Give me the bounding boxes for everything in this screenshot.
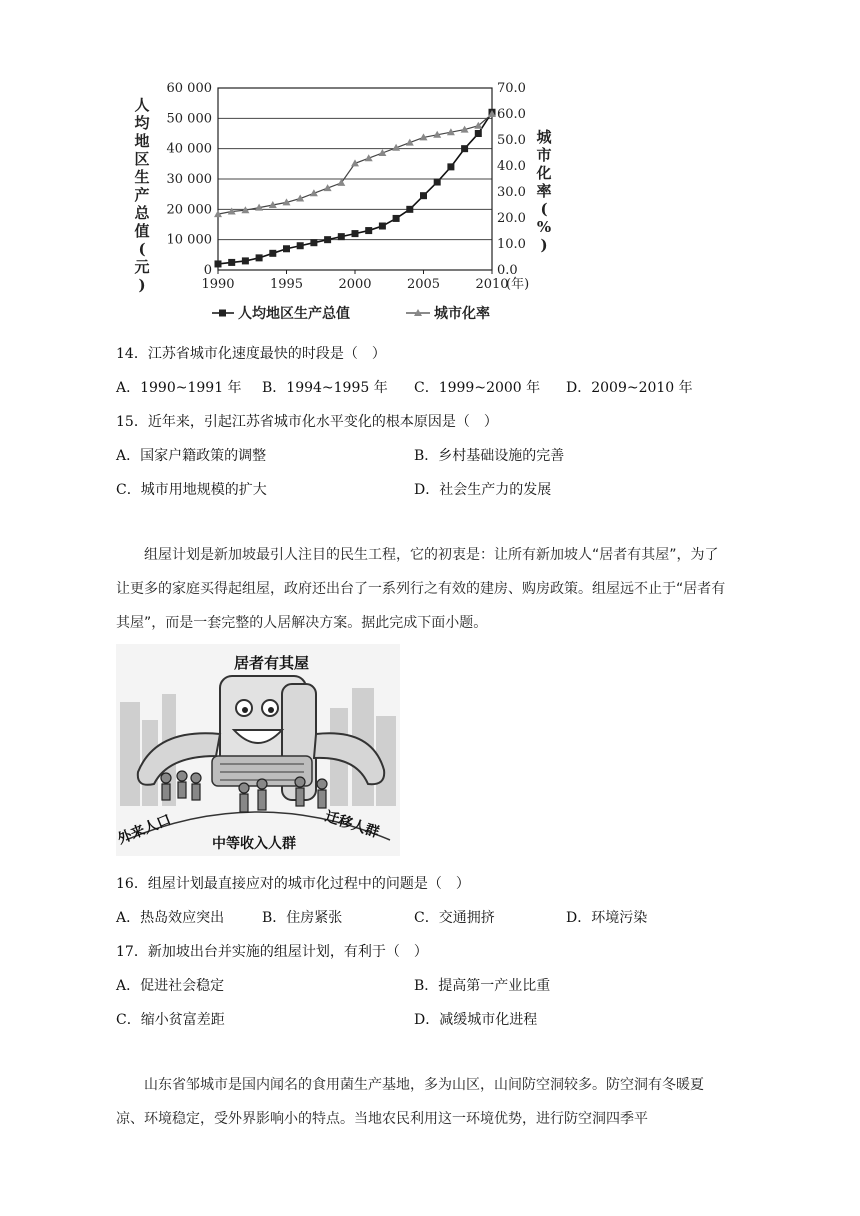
- y-right-tick-label: 30.0: [497, 185, 526, 200]
- y-left-label-char: 生: [134, 168, 150, 186]
- y-right-tick-label: 40.0: [497, 159, 526, 174]
- gdp-point: [475, 130, 482, 137]
- y-axis-label-left: [134, 96, 150, 294]
- passage-shandong: 山东省邹城市是国内闻名的食用菌生产基地，多为山区，山间防空洞较多。防空洞有冬暖夏凉、环境稳定，受外界影响小的特点。当地农民利用这一环境优势，进行防空洞四季平: [116, 1077, 704, 1127]
- x-tick-label: 2005: [406, 277, 441, 292]
- y-left-tick-label: 50 000: [166, 111, 212, 127]
- y-left-tick-label: 0: [203, 263, 212, 278]
- y-right-label-char: %: [536, 218, 552, 236]
- q14-option-c[interactable]: C．1999~2000 年: [414, 380, 541, 396]
- q15-option-c[interactable]: C．城市用地规模的扩大: [116, 482, 267, 498]
- y-left-label-char: 人: [134, 96, 150, 114]
- gdp-point: [406, 206, 413, 213]
- y-right-tick-label: 60.0: [497, 107, 526, 122]
- y-right-label-char: 市: [536, 146, 552, 164]
- y-left-label-char: 产: [134, 186, 150, 204]
- gdp-point: [379, 223, 386, 230]
- legend-gdp-label: 人均地区生产总值: [238, 306, 350, 322]
- cartoon-label-left: 外来人口: [115, 811, 174, 848]
- y-left-label-char: 均: [134, 114, 150, 132]
- legend-urbanization-label: 城市化率: [434, 306, 490, 322]
- q16-option-c[interactable]: C．交通拥挤: [414, 910, 495, 926]
- gdp-point: [393, 215, 400, 222]
- gdp-point: [242, 257, 249, 264]
- x-tick-label: 2010: [475, 277, 509, 292]
- x-tick-label: 1990: [201, 277, 235, 292]
- gdp-point: [215, 260, 222, 267]
- y-left-label-char: ): [138, 276, 146, 294]
- legend-gdp-marker: [219, 310, 226, 317]
- y-right-tick-label: 0.0: [497, 263, 518, 278]
- q17-option-d[interactable]: D．减缓城市化进程: [414, 1012, 538, 1028]
- gdp-urbanization-chart: [130, 72, 550, 332]
- y-right-tick-label: 50.0: [497, 133, 526, 148]
- chart-grid: [218, 88, 492, 270]
- q15-option-a[interactable]: A．国家户籍政策的调整: [116, 448, 267, 464]
- y-right-label-char: 城: [536, 128, 552, 146]
- q15-option-d[interactable]: D．社会生产力的发展: [414, 482, 552, 498]
- y-left-label-char: 区: [134, 150, 150, 168]
- y-right-label-char: ): [540, 236, 548, 254]
- gdp-point: [447, 163, 454, 170]
- y-right-tick-label: 10.0: [497, 237, 526, 252]
- x-tick-label: 1995: [269, 277, 304, 292]
- chart-series: [214, 109, 496, 268]
- x-unit-label: (年): [506, 277, 530, 292]
- gdp-point: [283, 245, 290, 252]
- question-15-stem: 15．近年来，引起江苏省城市化水平变化的根本原因是（ ）: [116, 414, 498, 430]
- question-17-stem: 17．新加坡出台并实施的组屋计划，有利于（ ）: [116, 944, 428, 960]
- gdp-point: [310, 239, 317, 246]
- y-left-label-char: 元: [134, 258, 150, 276]
- q14-option-b[interactable]: B．1994~1995 年: [262, 380, 388, 396]
- cartoon-label-center: 中等收入人群: [212, 836, 296, 852]
- y-left-label-char: (: [138, 240, 146, 258]
- y-left-tick-label: 40 000: [166, 141, 212, 157]
- y-left-label-char: 地: [134, 132, 150, 150]
- q14-option-a[interactable]: A．1990~1991 年: [116, 380, 242, 396]
- y-left-label-char: 总: [134, 204, 150, 222]
- gdp-point: [461, 145, 468, 152]
- chart-axes: [167, 81, 530, 292]
- q15-option-b[interactable]: B．乡村基础设施的完善: [414, 448, 565, 464]
- gdp-point: [256, 254, 263, 261]
- y-axis-label-right: [535, 128, 552, 254]
- q14-option-d[interactable]: D．2009~2010 年: [566, 380, 693, 396]
- y-right-tick-label: 20.0: [497, 211, 526, 226]
- y-left-tick-label: 30 000: [166, 172, 212, 187]
- y-left-tick-label: 10 000: [166, 232, 212, 248]
- cartoon-title: 居者有其屋: [234, 654, 310, 672]
- y-right-label-char: 化: [536, 164, 552, 182]
- cartoon-label-right: 迁移人群: [322, 808, 381, 842]
- chart-legend: [212, 305, 490, 322]
- gdp-point: [434, 179, 441, 186]
- y-right-label-char: 率: [536, 182, 552, 200]
- y-right-tick-label: 70.0: [497, 81, 526, 96]
- housing-cartoon: [116, 644, 400, 856]
- q17-option-a[interactable]: A．促进社会稳定: [116, 978, 225, 994]
- gdp-point: [420, 192, 427, 199]
- q16-option-d[interactable]: D．环境污染: [566, 910, 648, 926]
- question-14-stem: 14．江苏省城市化速度最快的时段是（ ）: [116, 346, 386, 362]
- gdp-point: [324, 236, 331, 243]
- gdp-point: [352, 230, 359, 237]
- q17-option-b[interactable]: B．提高第一产业比重: [414, 978, 551, 994]
- gdp-point: [297, 242, 304, 249]
- y-left-tick-label: 60 000: [166, 81, 212, 96]
- question-16-stem: 16．组屋计划最直接应对的城市化过程中的问题是（ ）: [116, 876, 470, 892]
- y-left-tick-label: 20 000: [166, 202, 212, 218]
- gdp-point: [338, 233, 345, 240]
- q16-option-b[interactable]: B．住房紧张: [262, 910, 343, 926]
- y-right-label-char: (: [540, 200, 548, 218]
- x-tick-label: 2000: [338, 277, 372, 292]
- y-left-label-char: 值: [134, 222, 150, 240]
- gdp-point: [269, 250, 276, 257]
- passage-singapore: 组屋计划是新加坡最引人注目的民生工程，它的初衷是：让所有新加坡人“居者有其屋”，为了让更多的家庭买得起组屋，政府还出台了一系列行之有效的建房、购房政策。组屋远不止于“居者有其屋”，而是一套完整的人居解决方案。据此完成下面小题。: [116, 547, 726, 631]
- q16-option-a[interactable]: A．热岛效应突出: [116, 910, 225, 926]
- gdp-point: [365, 227, 372, 234]
- q17-option-c[interactable]: C．缩小贫富差距: [116, 1012, 225, 1028]
- gdp-point: [228, 259, 235, 266]
